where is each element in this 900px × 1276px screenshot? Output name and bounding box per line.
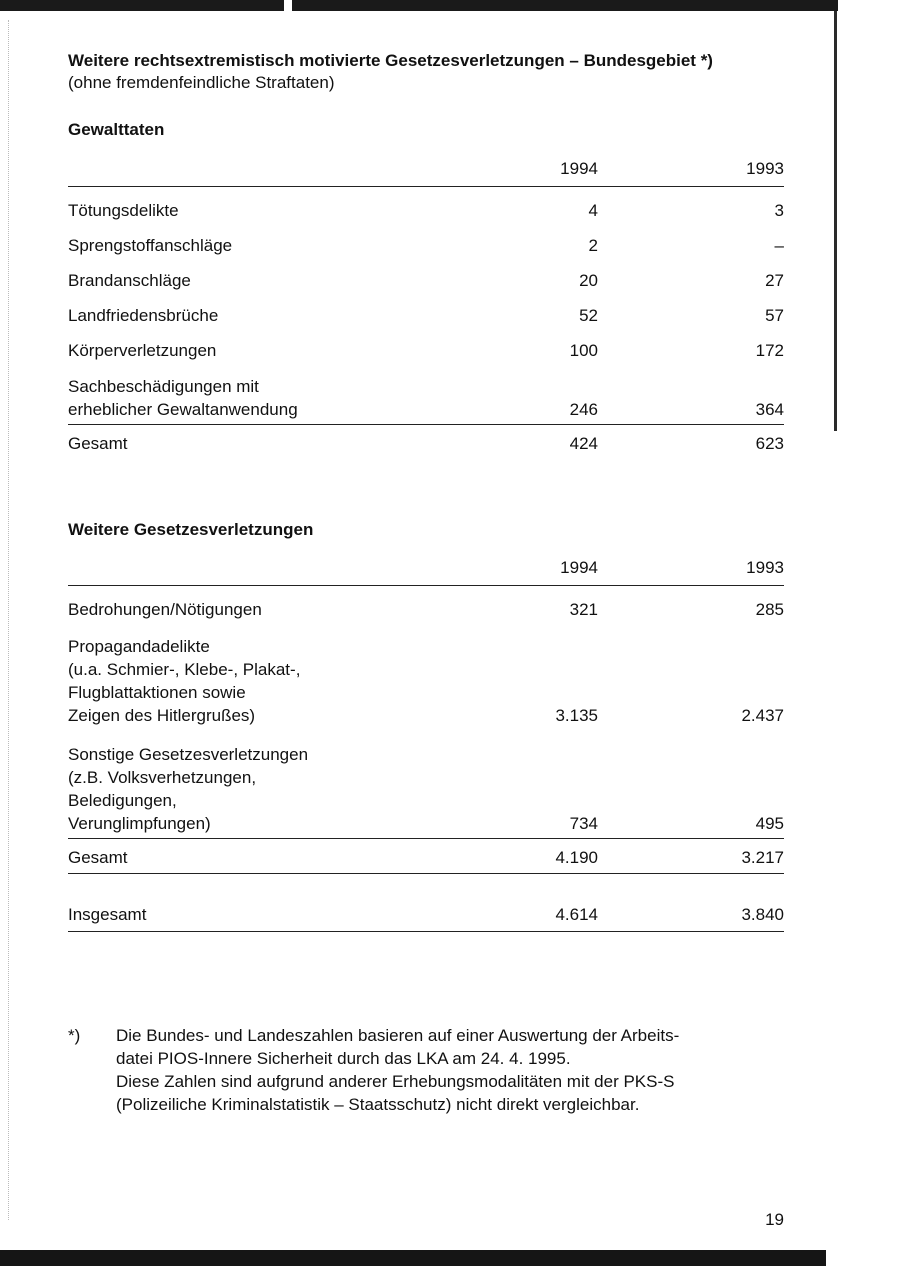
table-row: Sonstige Gesetzesverletzungen (z.B. Volksverhetzungen, Beledigungen, Verunglimpfungen) 734 495 [68, 727, 784, 839]
table-row: Landfriedensbrüche 52 57 [68, 306, 784, 325]
title-line-1: Weitere rechtsextremistisch motivierte Gesetzesverletzungen – Bundesgebiet *) [68, 51, 713, 70]
table-total-row: Gesamt 4.190 3.217 [68, 839, 784, 874]
table-row: Brandanschläge 20 27 [68, 271, 784, 290]
table-weitere-gesetzesverletzungen [68, 556, 784, 932]
scan-border-bottom [0, 1250, 826, 1266]
section-heading-gewalttaten: Gewalttaten [68, 120, 165, 139]
table-row: Tötungsdelikte 4 3 [68, 201, 784, 220]
table-gewalttaten [68, 157, 784, 455]
footnote-text: Die Bundes- und Landeszahlen basieren auf einer Auswertung der Arbeits- datei PIOS-Innere Sicherheit durch das LKA am 24. 4. 1995. Diese Zahlen sind aufgrund anderer Erhebungsmodalitäten mit der PKS-S (Polizeiliche Kriminalstatistik – Staatsschutz) nicht direkt vergleichbar. [116, 1026, 680, 1114]
table-grand-total-row: Insgesamt 4.614 3.840 [68, 874, 784, 932]
table-row: Propagandadelikte (u.a. Schmier-, Klebe-, Plakat-, Flugblattaktionen sowie Zeigen des Hitlergrußes) 3.135 2.437 [68, 637, 784, 725]
document-title [68, 50, 784, 94]
footnote-mark: *) [68, 1026, 81, 1045]
column-header-1993: 1993 [746, 159, 784, 178]
table-row: Körperverletzungen 100 172 [68, 341, 784, 360]
footnote [68, 1024, 798, 1116]
table-row: Bedrohungen/Nötigungen 321 285 [68, 600, 784, 619]
section-heading-weitere: Weitere Gesetzesverletzungen [68, 520, 314, 539]
column-header-1994: 1994 [560, 159, 598, 178]
title-line-2: (ohne fremdenfeindliche Straftaten) [68, 73, 335, 92]
table-header [68, 556, 784, 586]
scan-border-left [8, 20, 10, 1220]
table-header [68, 157, 784, 187]
column-header-1993: 1993 [746, 558, 784, 577]
table-row: Sprengstoffanschläge 2 – [68, 236, 784, 255]
table-row: Sachbeschädigungen mit erheblicher Gewaltanwendung 246 364 [68, 362, 784, 425]
scan-border-gap [284, 0, 292, 11]
scan-border-right [834, 11, 837, 431]
page-number: 19 [765, 1210, 784, 1229]
scan-border-top [0, 0, 838, 11]
table-total-row: Gesamt 424 623 [68, 434, 784, 453]
column-header-1994: 1994 [560, 558, 598, 577]
